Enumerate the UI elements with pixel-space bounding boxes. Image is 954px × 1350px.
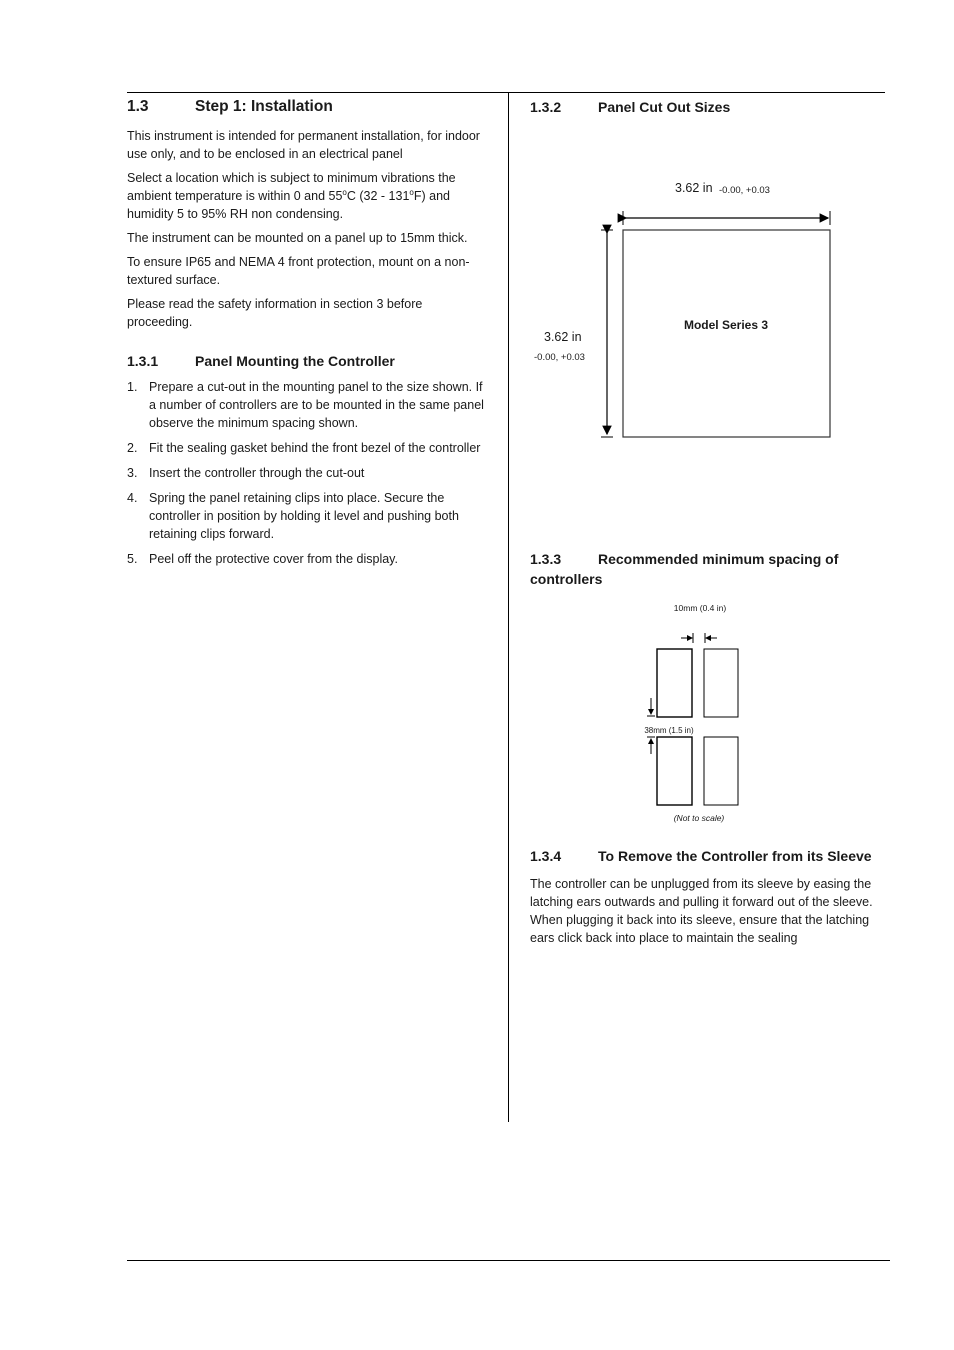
section-title: Step 1: Installation — [195, 98, 333, 115]
horizontal-spacing-label: 10mm (0.4 in) — [673, 603, 727, 613]
section-heading-installation — [127, 96, 487, 118]
mounting-steps-list — [127, 378, 487, 568]
cutout-width-tolerance: -0.00, +0.03 — [719, 185, 770, 196]
footer-rule — [127, 1260, 890, 1261]
header-rule — [127, 92, 885, 93]
list-item: 3. Insert the controller through the cut-out — [127, 466, 365, 480]
model-label: Model Series 3 — [683, 318, 769, 332]
location-paragraph: Select a location which is subject to minimum vibrations the ambient temperature is within 0 and 55$^o$C (32 - 131$^o$F) and humidity 5 to 95% RH non condensing. — [127, 171, 456, 221]
list-item: 1. Prepare a cut-out in the mounting panel to the size shown. If a number of controllers are to be mounted in the same panel observe the minimum spacing shown. — [127, 380, 484, 430]
vertical-spacing-label: 38mm (1.5 in) — [644, 726, 694, 735]
subsection-heading-panel-mounting — [127, 351, 487, 371]
not-to-scale-note: (Not to scale) — [673, 813, 725, 823]
cutout-panel-outline — [623, 230, 830, 437]
subsection-title: Panel Mounting the Controller — [195, 353, 395, 369]
list-item: 2. Fit the sealing gasket behind the front bezel of the controller — [127, 441, 481, 455]
controller-outline — [704, 649, 738, 717]
cutout-height-value: 3.62 in — [544, 330, 582, 344]
cutout-diagram — [520, 170, 850, 450]
cutout-height-tolerance: -0.00, +0.03 — [534, 352, 585, 363]
subsection-heading-remove: 1.3.4 To Remove the Controller from its Sleeve — [530, 848, 872, 864]
protection-paragraph: To ensure IP65 and NEMA 4 front protection, mount on a non-textured surface. — [127, 255, 470, 287]
column-divider — [508, 92, 509, 1122]
spacing-diagram — [630, 598, 760, 828]
safety-paragraph: Please read the safety information in section 3 before proceeding. — [127, 297, 423, 329]
list-item: 5. Peel off the protective cover from the display. — [127, 552, 398, 566]
intro-paragraph: This instrument is intended for permanent installation, for indoor use only, and to be enclosed in an electrical panel — [127, 129, 480, 161]
left-column — [127, 96, 487, 575]
thickness-paragraph: The instrument can be mounted on a panel up to 15mm thick. — [127, 231, 468, 245]
subsection-number: 1.3.1 — [127, 353, 159, 369]
controller-outline — [657, 649, 692, 717]
cutout-width-value: 3.62 in — [675, 181, 713, 195]
subsection-heading-cutout: 1.3.2 Panel Cut Out Sizes — [530, 99, 731, 115]
subsection-heading-spacing: 1.3.3 Recommended minimum spacing of controllers — [530, 551, 839, 587]
list-item: 4. Spring the panel retaining clips into place. Secure the controller in position by holding it level and pushing both retaining clips forward. — [127, 491, 459, 541]
remove-paragraph: The controller can be unplugged from its sleeve by easing the latching ears outwards and pulling it forward out of the sleeve. When plugging it back into its sleeve, ensure that the latching ears click back into place to maintain the sealing — [530, 877, 873, 945]
controller-outline — [657, 737, 692, 805]
section-number: 1.3 — [127, 98, 149, 115]
controller-outline — [704, 737, 738, 805]
